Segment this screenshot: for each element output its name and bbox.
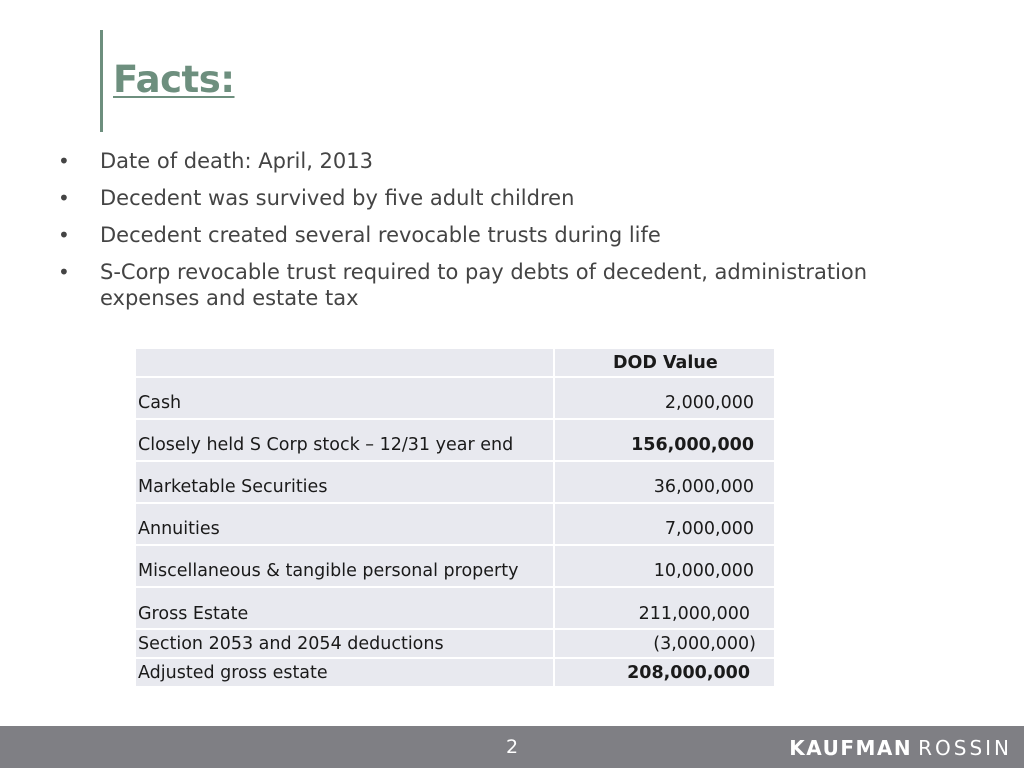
adjusted-gross-estate-row — [136, 658, 775, 687]
row-value: 7,000,000 — [554, 503, 775, 545]
row-value: 208,000,000 — [554, 658, 775, 687]
table-header-row — [136, 349, 775, 377]
header-description-cell — [136, 349, 554, 377]
row-description: Gross Estate — [136, 587, 554, 629]
row-value: (3,000,000) — [554, 629, 775, 658]
bullet-icon: • — [58, 223, 70, 247]
title-accent-bar — [100, 30, 103, 132]
fact-text: Decedent was survived by five adult children — [100, 186, 575, 210]
row-description: Closely held S Corp stock – 12/31 year end — [136, 419, 554, 461]
gross-estate-row — [136, 587, 775, 629]
deductions-row — [136, 629, 775, 658]
fact-text: Date of death: April, 2013 — [100, 149, 373, 173]
row-description: Miscellaneous & tangible personal property — [136, 545, 554, 587]
row-description: Marketable Securities — [136, 461, 554, 503]
row-value: 36,000,000 — [554, 461, 775, 503]
fact-item — [58, 259, 958, 311]
row-description: Annuities — [136, 503, 554, 545]
brand-primary-text: KAUFMAN — [789, 736, 913, 760]
row-description: Section 2053 and 2054 deductions — [136, 629, 554, 658]
fact-list — [58, 148, 958, 322]
row-description: Adjusted gross estate — [136, 658, 554, 687]
fact-text: Decedent created several revocable trusts during life — [100, 223, 661, 247]
fact-item — [58, 222, 958, 248]
page-number: 2 — [505, 736, 519, 758]
table-row — [136, 419, 775, 461]
row-value: 2,000,000 — [554, 377, 775, 419]
slide-title: Facts: — [113, 58, 235, 101]
table-row — [136, 461, 775, 503]
bullet-icon: • — [58, 149, 70, 173]
table-row — [136, 545, 775, 587]
table-row — [136, 503, 775, 545]
row-value: 211,000,000 — [554, 587, 775, 629]
table-row — [136, 377, 775, 419]
row-value: 10,000,000 — [554, 545, 775, 587]
estate-value-table — [136, 349, 776, 688]
header-dod-value-cell: DOD Value — [554, 349, 775, 377]
brand-logo — [789, 736, 1012, 760]
row-description: Cash — [136, 377, 554, 419]
row-value: 156,000,000 — [554, 419, 775, 461]
fact-item — [58, 148, 958, 174]
bullet-icon: • — [58, 186, 70, 210]
fact-item — [58, 185, 958, 211]
fact-text: S-Corp revocable trust required to pay debts of decedent, administration expenses and estate tax — [100, 260, 868, 310]
bullet-icon: • — [58, 260, 70, 284]
brand-secondary-text: ROSSIN — [918, 736, 1012, 760]
